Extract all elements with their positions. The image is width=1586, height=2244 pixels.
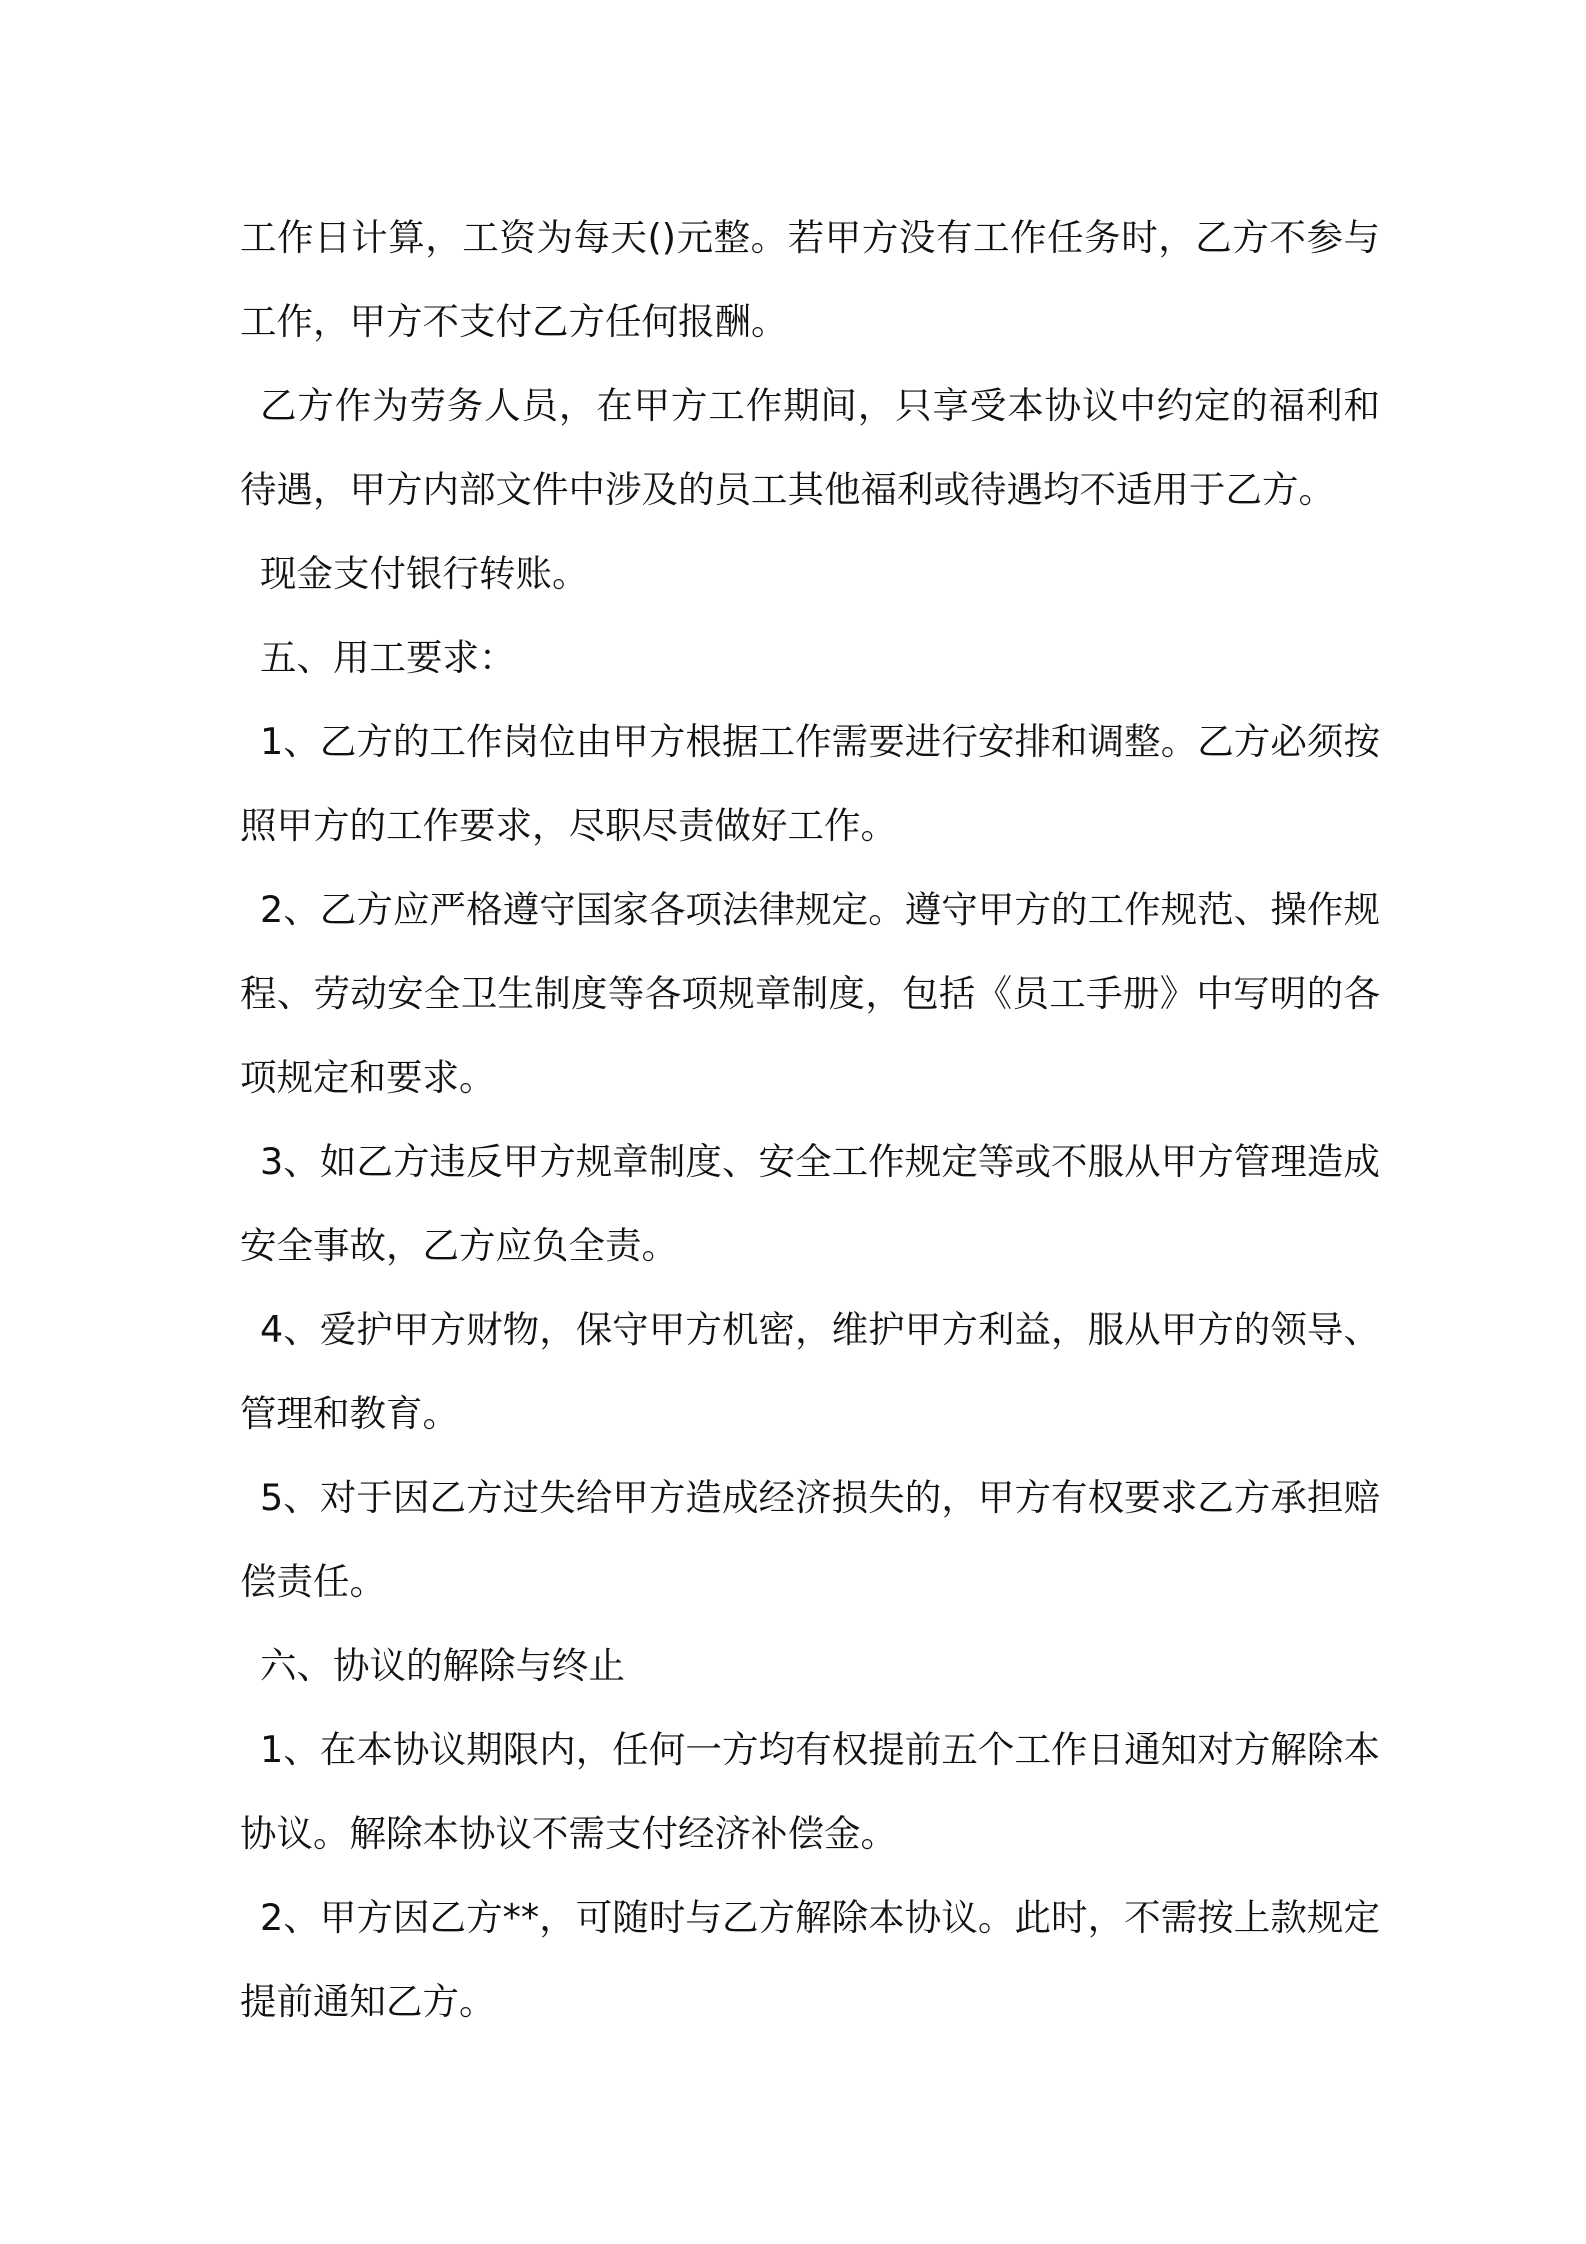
clause-6-1: 1、在本协议期限内，任何一方均有权提前五个工作日通知对方解除本协议。解除本协议不需支付经济补偿金。 <box>240 1728 1380 1855</box>
document-page <box>240 196 1380 2044</box>
clause-5-5: 5、对于因乙方过失给甲方造成经济损失的，甲方有权要求乙方承担赔偿责任。 <box>240 1476 1380 1603</box>
clause-5-3: 3、如乙方违反甲方规章制度、安全工作规定等或不服从甲方管理造成安全事故，乙方应负全责。 <box>240 1140 1380 1267</box>
clause-5-2: 2、乙方应严格遵守国家各项法律规定。遵守甲方的工作规范、操作规程、劳动安全卫生制度等各项规章制度，包括《员工手册》中写明的各项规定和要求。 <box>240 888 1380 1099</box>
section-heading-employment-requirements: 五、用工要求： <box>260 636 516 679</box>
section-heading-termination: 六、协议的解除与终止 <box>260 1644 625 1687</box>
clause-5-4: 4、爱护甲方财物，保守甲方机密，维护甲方利益，服从甲方的领导、管理和教育。 <box>240 1308 1380 1435</box>
clause-5-1: 1、乙方的工作岗位由甲方根据工作需要进行安排和调整。乙方必须按照甲方的工作要求，尽职尽责做好工作。 <box>240 720 1380 847</box>
clause-6-2: 2、甲方因乙方**，可随时与乙方解除本协议。此时，不需按上款规定提前通知乙方。 <box>240 1896 1380 2023</box>
paragraph-payment-method: 现金支付银行转账。 <box>260 552 589 595</box>
paragraph-wage-terms: 工作日计算，工资为每天()元整。若甲方没有工作任务时，乙方不参与工作，甲方不支付乙方任何报酬。 <box>240 216 1380 343</box>
paragraph-benefits: 乙方作为劳务人员，在甲方工作期间，只享受本协议中约定的福利和待遇，甲方内部文件中涉及的员工其他福利或待遇均不适用于乙方。 <box>240 384 1380 511</box>
